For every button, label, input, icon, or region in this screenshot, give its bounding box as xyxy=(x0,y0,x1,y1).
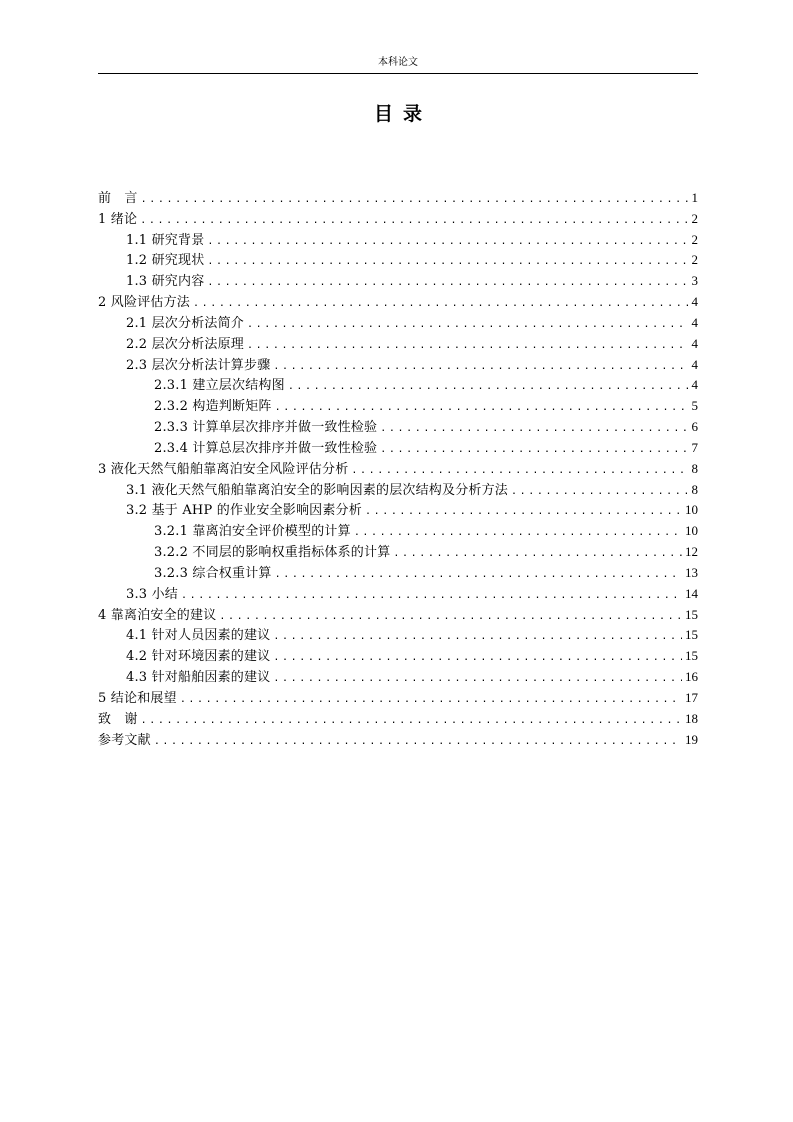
toc-entry-page-number: 15 xyxy=(685,627,698,643)
toc-entry-page-number: 18 xyxy=(685,710,698,726)
toc-entry-label: 3.2.1 靠离泊安全评价模型的计算 xyxy=(154,524,351,540)
toc-dot-leader xyxy=(247,336,688,357)
toc-entry-page-number: 12 xyxy=(685,544,698,560)
toc-entry-page-number: 2 xyxy=(691,252,698,268)
toc-entry-page-number: 4 xyxy=(691,377,698,393)
toc-entry[interactable] xyxy=(98,459,698,480)
toc-dot-leader xyxy=(273,669,682,690)
toc-dot-leader xyxy=(141,711,682,732)
header-rule xyxy=(98,73,698,74)
toc-dot-leader xyxy=(247,315,688,336)
toc-entry-label: 4.2 针对环境因素的建议 xyxy=(126,649,271,665)
toc-entry[interactable] xyxy=(98,688,698,709)
toc-entry-page-number: 8 xyxy=(691,460,698,476)
toc-entry-page-number: 2 xyxy=(691,231,698,247)
toc-entry-page-number: 10 xyxy=(685,502,698,518)
toc-entry-label: 2.1 层次分析法简介 xyxy=(126,315,245,331)
toc-entry-label: 2.3.2 构造判断矩阵 xyxy=(154,399,272,415)
toc-entry-page-number: 16 xyxy=(685,669,698,685)
toc-entry[interactable] xyxy=(98,730,698,751)
toc-dot-leader xyxy=(207,232,688,253)
toc-entry[interactable] xyxy=(98,188,698,209)
toc-entry-page-number: 2 xyxy=(691,210,698,226)
toc-entry-page-number: 4 xyxy=(691,314,698,330)
toc-dot-leader xyxy=(288,377,689,398)
toc-entry-page-number: 15 xyxy=(685,648,698,664)
toc-dot-leader xyxy=(273,627,682,648)
toc-entry-label: 3.3 小结 xyxy=(126,586,179,602)
toc-dot-leader xyxy=(273,357,688,378)
toc-entry-page-number: 4 xyxy=(691,294,698,310)
toc-entry[interactable] xyxy=(98,313,698,334)
toc-entry[interactable] xyxy=(98,334,698,355)
toc-dot-leader xyxy=(511,482,688,503)
toc-entry[interactable] xyxy=(98,500,698,521)
toc-dot-leader xyxy=(154,732,682,753)
toc-entry-label: 3.2.2 不同层的影响权重指标体系的计算 xyxy=(154,545,391,561)
toc-entry[interactable] xyxy=(98,230,698,251)
toc-dot-leader xyxy=(275,398,689,419)
toc-dot-leader xyxy=(140,211,688,232)
toc-entry[interactable] xyxy=(98,271,698,292)
toc-entry-label: 2.2 层次分析法原理 xyxy=(126,336,245,352)
toc-entry-page-number: 3 xyxy=(691,273,698,289)
toc-entry-label: 1 绪论 xyxy=(98,211,138,227)
toc-entry[interactable] xyxy=(98,625,698,646)
toc-entry-page-number: 19 xyxy=(685,731,698,747)
toc-entry-label: 2 风险评估方法 xyxy=(98,295,191,311)
toc-entry-label: 2.3 层次分析法计算步骤 xyxy=(126,357,271,373)
toc-entry-page-number: 6 xyxy=(691,419,698,435)
toc-entry[interactable] xyxy=(98,542,698,563)
toc-dot-leader xyxy=(393,544,682,565)
toc-entry[interactable] xyxy=(98,438,698,459)
toc-entry[interactable] xyxy=(98,292,698,313)
toc-dot-leader xyxy=(207,273,688,294)
toc-entry[interactable] xyxy=(98,709,698,730)
toc-entry[interactable] xyxy=(98,355,698,376)
toc-dot-leader xyxy=(365,502,682,523)
toc-entry[interactable] xyxy=(98,646,698,667)
toc-entry-page-number: 15 xyxy=(685,606,698,622)
toc-entry-page-number: 5 xyxy=(691,398,698,414)
toc-entry[interactable] xyxy=(98,667,698,688)
toc-entry-label: 5 结论和展望 xyxy=(98,690,177,706)
toc-dot-leader xyxy=(351,461,688,482)
toc-dot-leader xyxy=(275,565,682,586)
toc-dot-leader xyxy=(354,523,682,544)
toc-entry-page-number: 8 xyxy=(691,481,698,497)
toc-dot-leader xyxy=(180,690,682,711)
toc-entry[interactable] xyxy=(98,605,698,626)
toc-dot-leader xyxy=(273,648,682,669)
toc-entry-label: 2.3.4 计算总层次排序并做一致性检验 xyxy=(154,440,378,456)
toc-dot-leader xyxy=(380,440,688,461)
page-title: 目录 xyxy=(373,103,432,125)
toc-entry-label: 1.1 研究背景 xyxy=(126,232,205,248)
toc-entry-label: 3.1 液化天然气船舶靠离泊安全的影响因素的层次结构及分析方法 xyxy=(126,482,509,498)
toc-dot-leader xyxy=(181,586,682,607)
toc-entry[interactable] xyxy=(98,250,698,271)
toc-dot-leader xyxy=(141,190,689,211)
toc-entry-label: 前 言 xyxy=(98,191,138,206)
toc-entry-page-number: 17 xyxy=(685,689,698,705)
toc-entry-label: 4 靠离泊安全的建议 xyxy=(98,607,217,623)
toc-entry-page-number: 1 xyxy=(691,190,698,205)
toc-entry-label: 2.3.3 计算单层次排序并做一致性检验 xyxy=(154,420,378,436)
toc-dot-leader xyxy=(380,419,688,440)
toc-entry-label: 3.2.3 综合权重计算 xyxy=(154,565,272,581)
toc-entry[interactable] xyxy=(98,417,698,438)
toc-dot-leader xyxy=(193,294,688,315)
toc-entry-page-number: 4 xyxy=(691,335,698,351)
page-header: 本科论文 xyxy=(378,57,418,68)
toc-dot-leader xyxy=(219,607,682,628)
toc-entry[interactable] xyxy=(98,209,698,230)
toc-entry[interactable] xyxy=(98,521,698,542)
toc-entry-label: 4.3 针对船舶因素的建议 xyxy=(126,670,271,686)
table-of-contents xyxy=(98,188,698,750)
toc-entry-page-number: 14 xyxy=(685,585,698,601)
toc-entry-label: 参考文献 xyxy=(98,732,151,748)
toc-entry-page-number: 4 xyxy=(691,356,698,372)
toc-entry-label: 4.1 针对人员因素的建议 xyxy=(126,628,271,644)
toc-entry[interactable] xyxy=(98,396,698,417)
toc-dot-leader xyxy=(207,252,688,273)
toc-entry-page-number: 13 xyxy=(685,564,698,580)
toc-entry-page-number: 10 xyxy=(685,523,698,539)
toc-entry-label: 1.3 研究内容 xyxy=(126,274,205,290)
toc-entry[interactable] xyxy=(98,584,698,605)
toc-entry[interactable] xyxy=(98,563,698,584)
toc-entry-label: 2.3.1 建立层次结构图 xyxy=(154,378,285,394)
toc-entry-page-number: 7 xyxy=(691,439,698,455)
toc-entry-label: 致 谢 xyxy=(98,711,138,727)
toc-entry[interactable] xyxy=(98,375,698,396)
toc-entry-label: 3.2 基于 AHP 的作业安全影响因素分析 xyxy=(126,503,362,519)
toc-entry-label: 1.2 研究现状 xyxy=(126,253,205,269)
toc-entry-label: 3 液化天然气船舶靠离泊安全风险评估分析 xyxy=(98,461,349,477)
toc-entry[interactable] xyxy=(98,480,698,501)
